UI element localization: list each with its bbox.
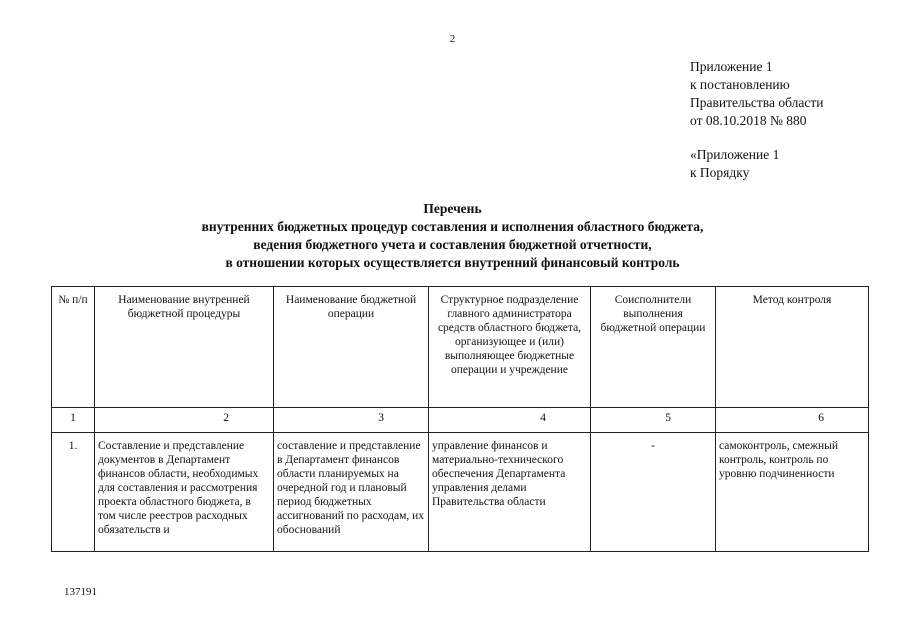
table-header-row xyxy=(52,287,869,408)
header-control-method: Метод контроля xyxy=(716,287,869,408)
column-number: 5 xyxy=(591,408,716,433)
appendix-block xyxy=(690,58,823,130)
table-row xyxy=(52,433,869,552)
title-line: ведения бюджетного учета и составления бюджетной отчетности, xyxy=(253,237,652,252)
title-line: Перечень xyxy=(423,201,482,216)
header-operation: Наименование бюджетной операции xyxy=(274,287,429,408)
row-number: 1. xyxy=(52,433,95,552)
column-number: 1 xyxy=(52,408,95,433)
row-control-method: самоконтроль, смежный контроль, контроль по уровню подчиненности xyxy=(716,433,869,552)
document-title xyxy=(0,200,905,272)
appendix-reference-line: к Порядку xyxy=(690,165,750,180)
row-department: управление финансов и материально-технического обеспечения Департамента управления делами Правительства области xyxy=(429,433,591,552)
column-numbers-row xyxy=(52,408,869,433)
column-number: 6 xyxy=(716,408,869,433)
title-line: внутренних бюджетных процедур составления и исполнения областного бюджета, xyxy=(201,219,704,234)
appendix-reference-block xyxy=(690,146,779,182)
header-number: № п/п xyxy=(52,287,95,408)
row-procedure: Составление и представление документов в Департамент финансов области, необходимых для составления и рассмотрения проекта областного бюджета, в том числе реестров расходных обязательств и xyxy=(95,433,274,552)
row-coexecutors: - xyxy=(591,433,716,552)
appendix-reference-line: «Приложение 1 xyxy=(690,147,780,162)
appendix-line: Приложение 1 xyxy=(690,59,773,74)
header-department: Структурное подразделение главного администратора средств областного бюджета, организующее и (или) выполняющее бюджетные операции и учреждение xyxy=(429,287,591,408)
document-code: 137191 xyxy=(64,586,97,598)
appendix-line: к постановлению xyxy=(690,77,790,92)
header-coexecutors: Соисполнители выполнения бюджетной операции xyxy=(591,287,716,408)
procedures-table xyxy=(51,286,869,552)
header-procedure: Наименование внутренней бюджетной процедуры xyxy=(95,287,274,408)
appendix-line: от 08.10.2018 № 880 xyxy=(690,113,807,128)
column-number: 4 xyxy=(429,408,591,433)
column-number: 2 xyxy=(95,408,274,433)
appendix-line: Правительства области xyxy=(690,95,824,110)
column-number: 3 xyxy=(274,408,429,433)
page-number: 2 xyxy=(449,33,456,45)
row-operation: составление и представление в Департамент финансов области планируемых на очередной год и плановый период бюджетных ассигнований по расходам, их обоснований xyxy=(274,433,429,552)
title-line: в отношении которых осуществляется внутренний финансовый контроль xyxy=(225,255,680,270)
